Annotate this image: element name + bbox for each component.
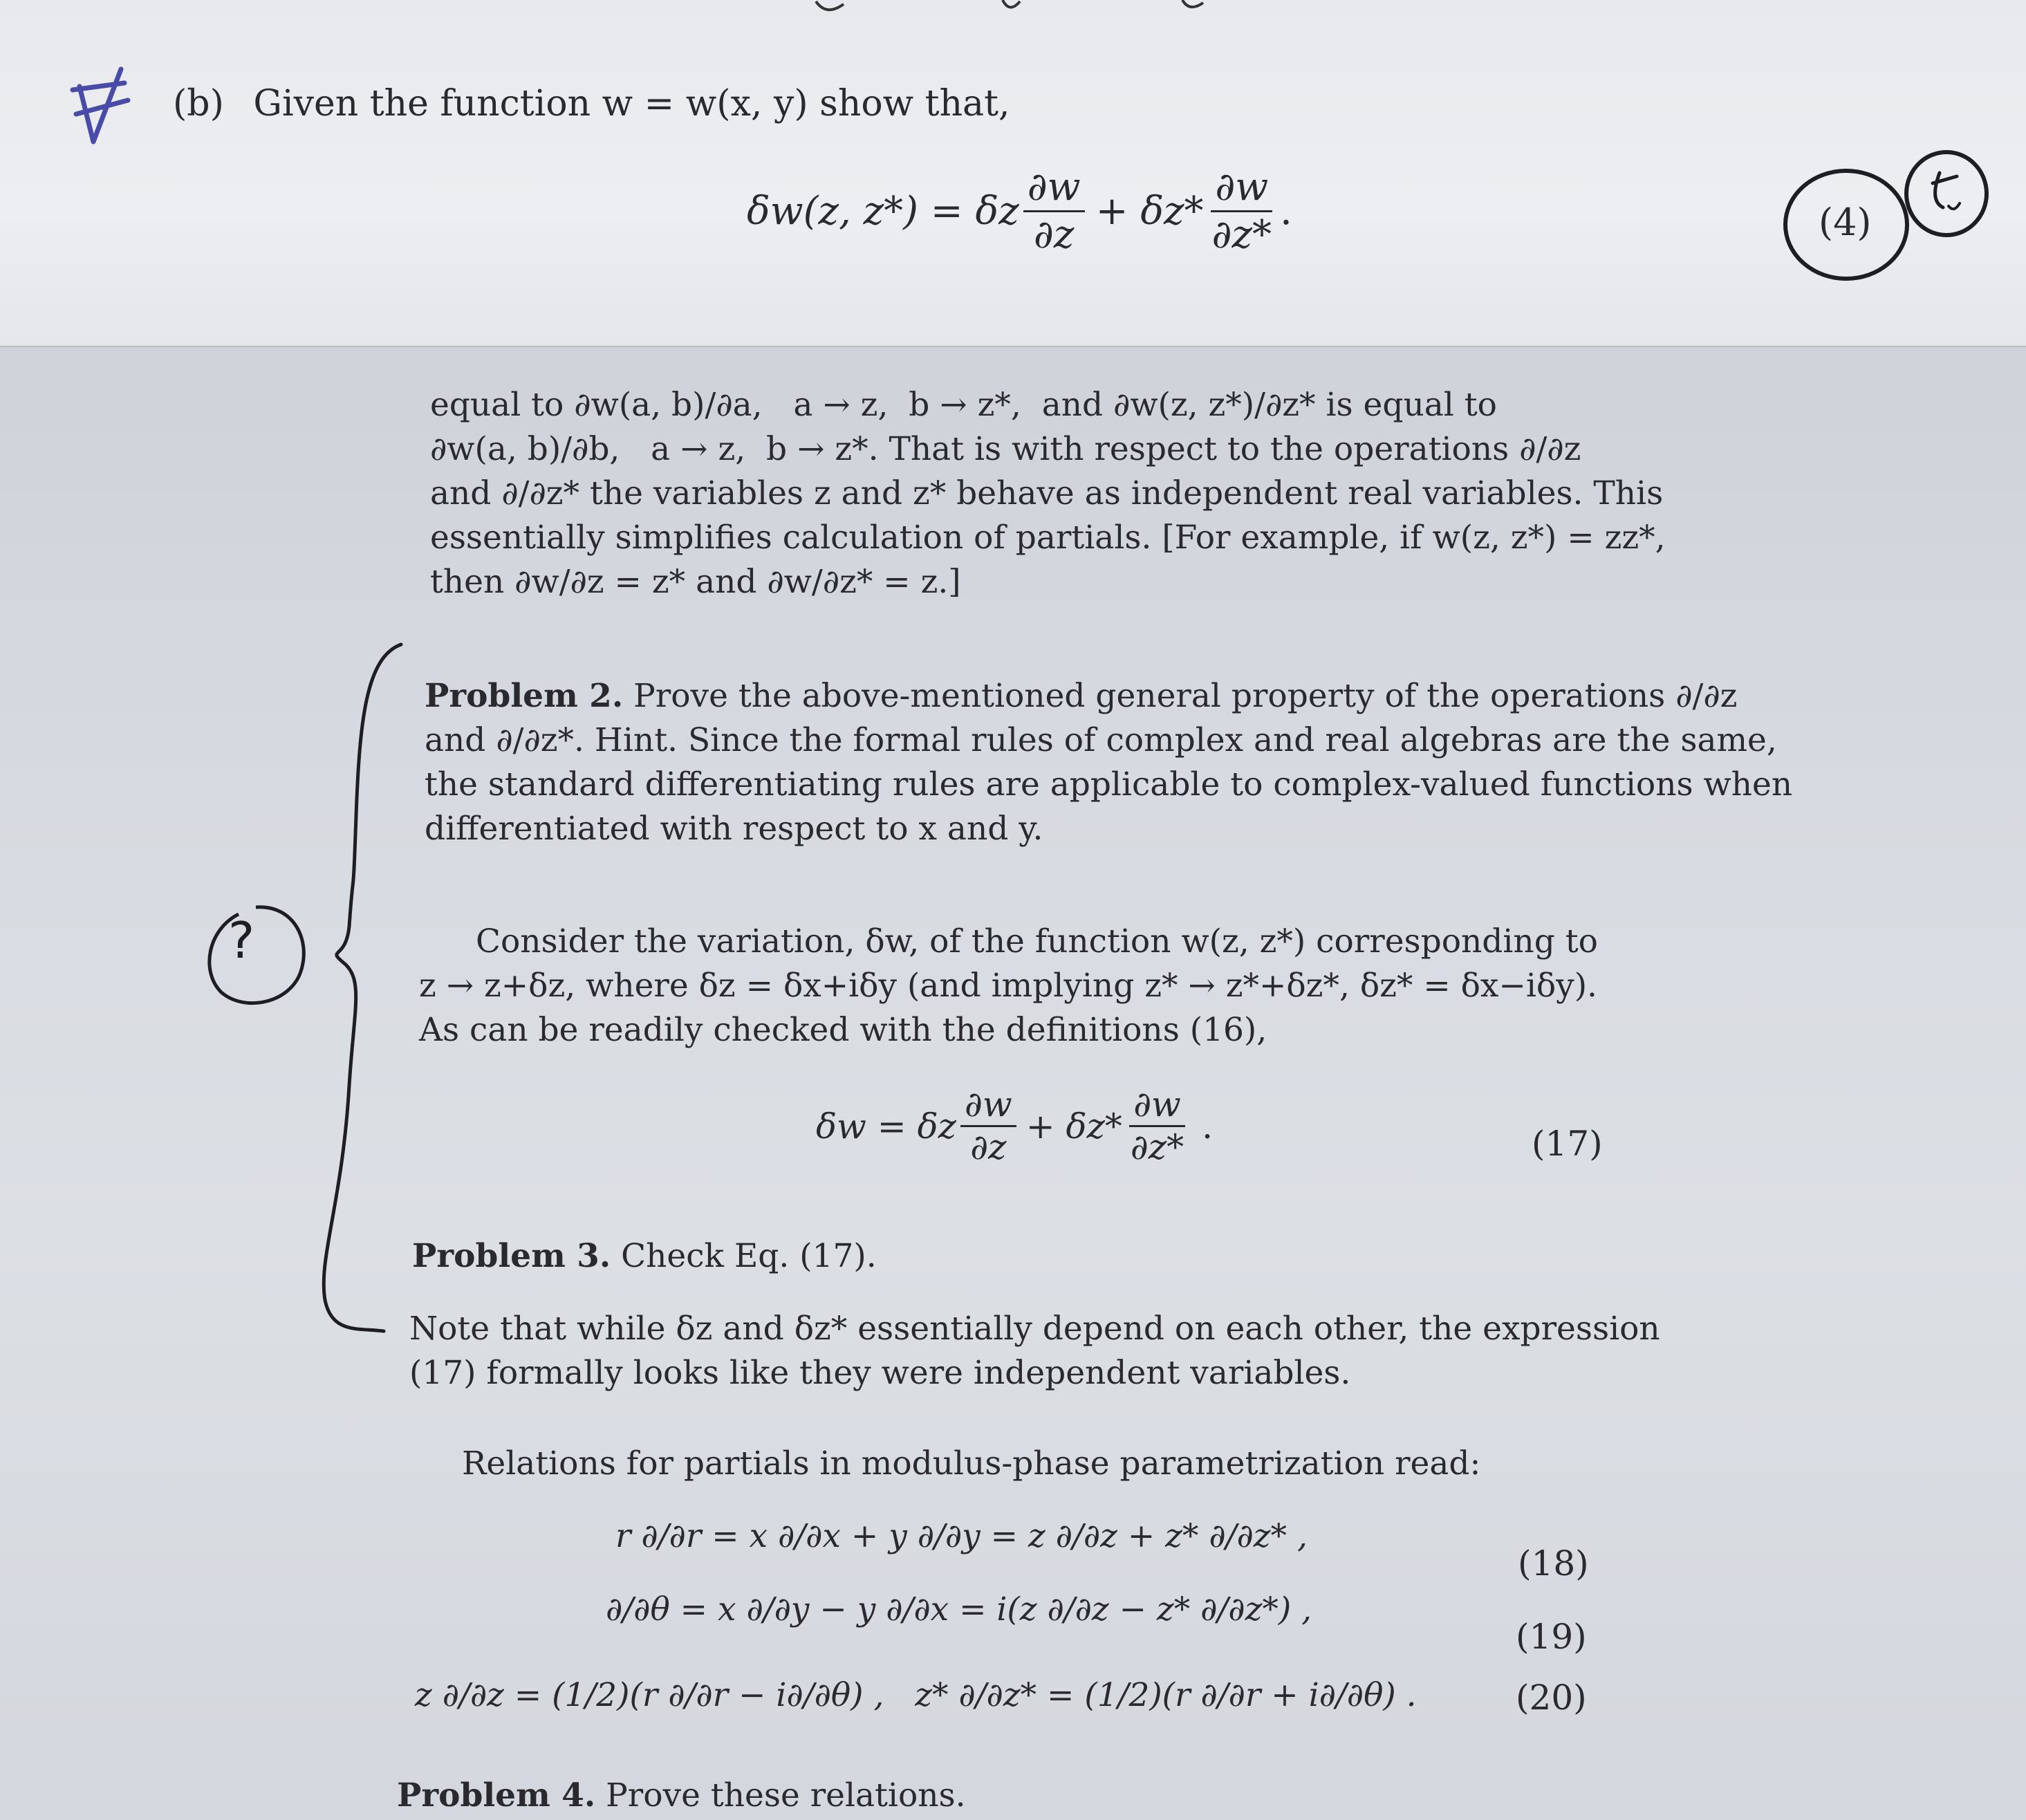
problem4-label: Problem 4.	[397, 1776, 596, 1814]
note-paragraph	[409, 1307, 1660, 1395]
eq18: r ∂/∂r = x ∂/∂x + y ∂/∂y = z ∂/∂z + z* ∂/∂z* ,	[615, 1517, 1308, 1555]
note-line: (17) formally looks like they were independent variables.	[409, 1354, 1351, 1392]
variation-paragraph	[419, 920, 1598, 1052]
top-eq-frac1	[1023, 166, 1085, 256]
definition-line: equal to ∂w(a, b)/∂a, a → z, b → z*, and ∂w(z, z*)/∂z* is equal to	[430, 386, 1497, 424]
cropped-top-formula	[795, 0, 1279, 21]
eq17-frac2	[1126, 1086, 1188, 1167]
problem3-line	[412, 1234, 877, 1279]
problem4-line	[397, 1774, 966, 1818]
question-mark-text: ?	[228, 911, 255, 969]
top-eq-frac2	[1208, 166, 1276, 256]
eq17-frac1-num: ∂w	[960, 1086, 1016, 1127]
problem4-text: Prove these relations.	[595, 1776, 966, 1814]
problem3-label: Problem 3.	[412, 1237, 611, 1275]
top-eq-end: .	[1280, 188, 1292, 234]
eq20-number: (20)	[1516, 1678, 1587, 1718]
note-line: Note that while δz and δz* essentially depend on each other, the expression	[409, 1310, 1660, 1348]
definition-line: then ∂w/∂z = z* and ∂w/∂z* = z.]	[430, 563, 961, 601]
handwritten-brace-icon	[304, 636, 415, 1383]
variation-line: As can be readily checked with the definitions (16),	[419, 1011, 1267, 1049]
eq17-number: (17)	[1532, 1124, 1603, 1164]
definition-paragraph	[430, 383, 1666, 604]
definition-line: ∂w(a, b)/∂b, a → z, b → z*. That is with respect to the operations ∂/∂z	[430, 430, 1581, 468]
blue-handwritten-mark-icon	[62, 62, 138, 152]
variation-line: Consider the variation, δw, of the function w(z, z*) corresponding to	[476, 922, 1598, 960]
eq19: ∂/∂θ = x ∂/∂y − y ∂/∂x = i(z ∂/∂z − z* ∂/∂z*) ,	[606, 1590, 1312, 1628]
part-b-intro: Given the function w = w(x, y) show that,	[253, 83, 1010, 124]
top-eq-frac1-den: ∂z	[1033, 212, 1075, 257]
problem2-label: Problem 2.	[425, 677, 624, 715]
eq17-frac1	[960, 1086, 1016, 1167]
problem2-line: differentiated with respect to x and y.	[425, 810, 1043, 848]
eq19-number: (19)	[1516, 1617, 1587, 1657]
part-b-line	[173, 82, 1010, 126]
top-equation	[747, 166, 1292, 256]
problem2-line: Prove the above-mentioned general property of the operations ∂/∂z	[623, 677, 1738, 715]
eq17-frac2-den: ∂z*	[1130, 1127, 1184, 1167]
problem2-paragraph	[425, 674, 1792, 851]
eq17-frac2-num: ∂w	[1129, 1086, 1185, 1127]
problem2-first-line	[425, 674, 1792, 718]
problem2-line: and ∂/∂z*. Hint. Since the formal rules of complex and real algebras are the same,	[425, 721, 1777, 759]
problem3-text: Check Eq. (17).	[611, 1237, 877, 1275]
definition-line: essentially simplifies calculation of partials. [For example, if w(z, z*) = zz*,	[430, 519, 1666, 557]
top-eq-frac2-num: ∂w	[1211, 166, 1272, 212]
top-eq-frac2-den: ∂z*	[1211, 212, 1272, 257]
problem2-line: the standard differentiating rules are applicable to complex-valued functions when	[425, 765, 1793, 804]
top-eq-plus: + δz*	[1095, 188, 1204, 234]
eq17-frac1-den: ∂z	[970, 1127, 1007, 1167]
eq17-plus: + δz*	[1025, 1106, 1122, 1146]
eq18-number: (18)	[1518, 1543, 1589, 1584]
eq17-end: .	[1202, 1106, 1214, 1146]
eq17-lhs: δw = δz	[816, 1106, 957, 1146]
circled-handwritten-score-icon	[1902, 145, 1991, 242]
relations-intro: Relations for partials in modulus-phase parametrization read:	[462, 1445, 1481, 1483]
marks-label: (4)	[1819, 201, 1872, 244]
definition-line: and ∂/∂z* the variables z and z* behave as independent real variables. This	[430, 474, 1664, 512]
part-label: (b)	[173, 83, 224, 124]
variation-line: z → z+δz, where δz = δx+iδy (and implying z* → z*+δz*, δz* = δx−iδy).	[419, 967, 1597, 1005]
circled-question-mark-icon	[197, 899, 315, 1016]
eq20: z ∂/∂z = (1/2)(r ∂/∂r − i∂/∂θ) , z* ∂/∂z* = (1/2)(r ∂/∂r + i∂/∂θ) .	[415, 1676, 1417, 1714]
equation-17	[816, 1086, 1213, 1167]
top-eq-lhs: δw(z, z*) = δz	[747, 188, 1019, 234]
top-eq-frac1-num: ∂w	[1023, 166, 1085, 212]
